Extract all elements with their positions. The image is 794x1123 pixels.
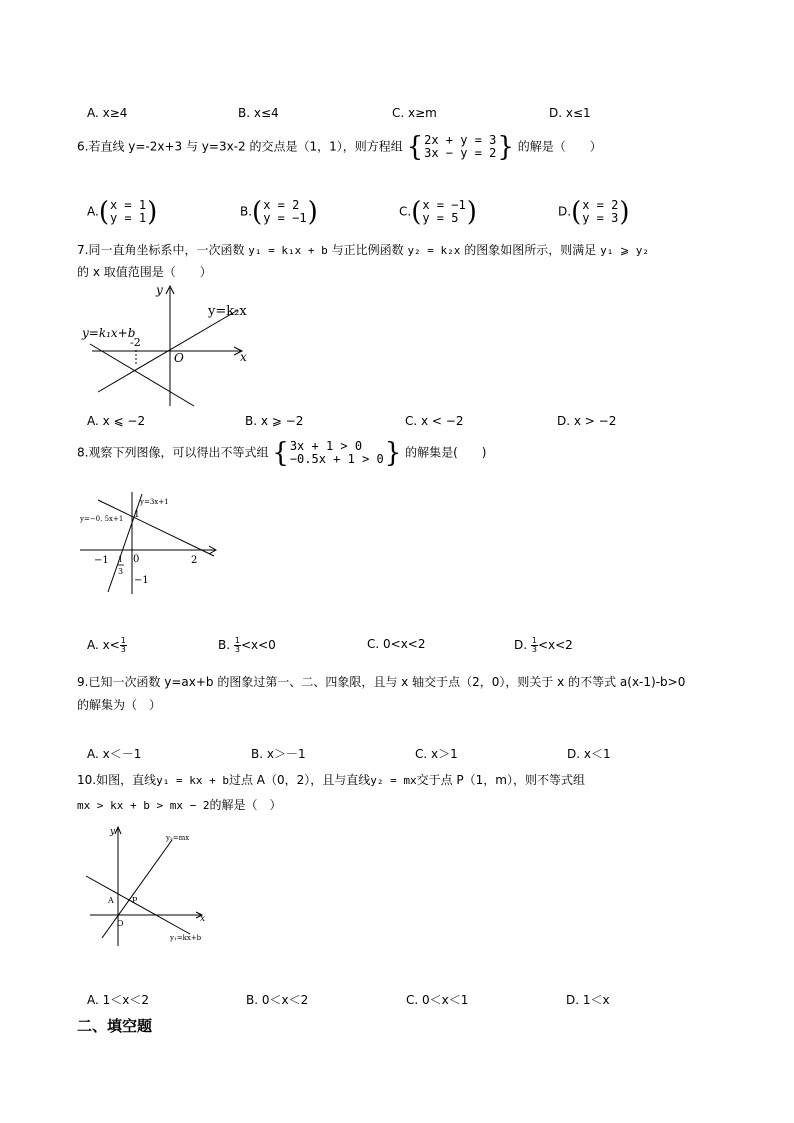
q7-y-label: y (156, 283, 163, 297)
num: 1 (531, 636, 537, 645)
q10-option-c: C. 0＜x＜1 (406, 993, 469, 1007)
q8-neg1-y-label: −1 (134, 575, 149, 586)
q8-ineq-1: 3x + 1 > 0 (289, 439, 363, 453)
q6-option-d-system: ( x = 2 y = 3 ) (571, 196, 630, 228)
q7-text-2: 与正比例函数 (331, 243, 404, 257)
option-label: C. (399, 204, 412, 219)
q8-neg1-label: −1 (94, 555, 109, 566)
q6-stem-end: 的解是（ ） (517, 139, 602, 154)
q7-line-a-label: y=k₁x+b (82, 326, 136, 340)
q8-b-text: B. (218, 638, 234, 652)
q9-stem-line1: 9.已知一次函数 y=ax+b 的图象过第一、二、四象限，且与 x 轴交于点（2，0），则关于 x 的不等式 a(x-1)-b>0 (77, 675, 686, 689)
q5-option-a: A. x≥4 (87, 106, 128, 120)
row: x = 2 (582, 198, 619, 212)
q10-origin-label: O (117, 919, 124, 928)
q10-text-1: 10.如图，直线 (77, 773, 157, 787)
q8-option-c: C. 0<x<2 (367, 637, 426, 651)
q6-option-b-system: ( x = 2 y = −1 ) (252, 196, 318, 228)
q7-text-3: 的图象如图所示，则满足 (464, 243, 597, 257)
q8-zero-label: 0 (133, 554, 140, 565)
row: y = 3 (582, 211, 619, 225)
option-label: A. (87, 204, 99, 219)
q10-point-a-label: A (108, 896, 114, 905)
row: y = 5 (422, 211, 459, 225)
q8-ineq-2: −0.5x + 1 > 0 (289, 452, 384, 466)
q10-text-3: 交于点 P（1，m），则不等式组 (416, 773, 585, 787)
q7-text-1: 7.同一直角坐标系中，一次函数 (77, 243, 245, 257)
q10-x-label: x (200, 914, 206, 924)
q10-option-d: D. 1＜x (566, 993, 610, 1007)
q8-option-d (514, 637, 573, 654)
num: 1 (120, 636, 126, 645)
row: y = −1 (263, 211, 307, 225)
q8-l2-label: y=−0. 5x+1 (80, 515, 124, 523)
den: 3 (234, 645, 240, 654)
q10-point-p-label: P (132, 896, 138, 905)
q9-option-a: A. x＜－1 (87, 747, 142, 761)
q8-a-text: A. x< (87, 638, 120, 652)
q7-condition: y₁ ⩾ y₂ (600, 244, 650, 257)
q10-y1-expression: y₁ = kx + b (156, 774, 229, 787)
section-heading-fill-in: 二、填空题 (77, 1017, 153, 1035)
q8-b-rest: <x<0 (240, 638, 276, 652)
q9-option-d: D. x＜1 (567, 747, 611, 761)
q8-a-frac (120, 637, 127, 654)
q10-y-label: y (110, 827, 116, 837)
num: 1 (234, 636, 240, 645)
q7-option-b: B. x ⩾ −2 (245, 414, 304, 428)
q10-text-4: 的解是（ ） (209, 798, 282, 812)
q7-option-d: D. x > −2 (557, 414, 617, 428)
q10-l1-label: y₁=kx+b (170, 934, 202, 942)
q8-stem (77, 437, 487, 469)
q8-inequality-system: { 3x + 1 > 0 −0.5x + 1 > 0 } (272, 437, 402, 469)
q6-option-c (399, 196, 477, 228)
q6-eq-2: 3x − y = 2 (424, 146, 497, 160)
q8-line-05x1 (98, 500, 214, 556)
q7-line-b-label: y=k₂x (208, 304, 247, 319)
q7-x-label: x (240, 350, 247, 364)
q10-y2-expression: y₂ = mx (370, 774, 417, 787)
row: y = 1 (109, 211, 147, 225)
q8-one-label: 1 (134, 510, 140, 520)
q8-third-numerator: 1 (118, 555, 124, 564)
den: 3 (120, 645, 126, 654)
q6-stem (77, 131, 602, 163)
q8-graph (76, 488, 222, 596)
q10-option-a: A. 1＜x＜2 (87, 993, 149, 1007)
q9-option-c: C. x＞1 (415, 747, 458, 761)
q7-option-a: A. x ⩽ −2 (87, 414, 146, 428)
q10-inequality: mx > kx + b > mx − 2 (77, 799, 210, 812)
q8-two-label: 2 (191, 555, 198, 566)
q7-y1-expression: y₁ = k₁x + b (248, 244, 328, 257)
q8-d-text: D. (514, 638, 531, 652)
q7-origin-label: O (174, 351, 184, 365)
q8-stem-end: 的解集是( ) (405, 445, 487, 460)
q10-line-kxb (86, 876, 190, 934)
q10-option-b: B. 0＜x＜2 (246, 993, 309, 1007)
q6-stem-text: 6.若直线 y=-2x+3 与 y=3x-2 的交点是（1，1），则方程组 (77, 139, 403, 154)
q5-option-c: C. x≥m (392, 106, 437, 120)
q7-stem-line1 (77, 241, 649, 258)
q7-neg2-label: -2 (130, 336, 141, 349)
option-label: B. (240, 204, 253, 219)
row: x = −1 (422, 198, 466, 212)
q6-eq-1: 2x + y = 3 (424, 133, 497, 147)
q10-graph (80, 822, 220, 950)
q7-y2-expression: y₂ = k₂x (407, 244, 461, 257)
q6-equation-system: { 2x + y = 3 3x − y = 2 } (406, 131, 514, 163)
row: x = 1 (109, 198, 147, 212)
q7-graph (78, 282, 250, 408)
option-label: D. (558, 204, 572, 219)
q8-d-rest: <x<2 (537, 638, 573, 652)
q9-stem-line2: 的解集为（ ） (77, 698, 162, 712)
q8-option-a (87, 637, 127, 654)
q8-l1-label: y=3x+1 (140, 498, 169, 506)
row: x = 2 (263, 198, 300, 212)
q5-option-b: B. x≤4 (238, 106, 279, 120)
q10-text-2: 过点 A（0，2），且与直线 (228, 773, 371, 787)
q8-third-denominator: 3 (118, 567, 124, 576)
q6-option-b (240, 196, 318, 228)
q5-option-d: D. x≤1 (549, 106, 591, 120)
q10-stem-line2 (77, 796, 281, 813)
den: 3 (531, 645, 537, 654)
q7-option-c: C. x < −2 (405, 414, 464, 428)
q8-option-b (218, 637, 276, 654)
q10-line-mx (102, 840, 172, 938)
q7-stem-line2: 的 x 取值范围是（ ） (77, 265, 212, 279)
q9-option-b: B. x＞－1 (251, 747, 306, 761)
q6-option-c-system: ( x = −1 y = 5 ) (411, 196, 477, 228)
q8-b-frac (234, 637, 241, 654)
q10-l2-label: y₂=mx (166, 834, 190, 842)
q6-option-a (87, 196, 158, 228)
q6-option-d (558, 196, 630, 228)
q6-option-a-system: ( x = 1 y = 1 ) (98, 196, 158, 228)
q8-d-frac (531, 637, 538, 654)
q8-text: 8.观察下列图像，可以得出不等式组 (77, 445, 269, 460)
q10-stem-line1 (77, 771, 585, 788)
